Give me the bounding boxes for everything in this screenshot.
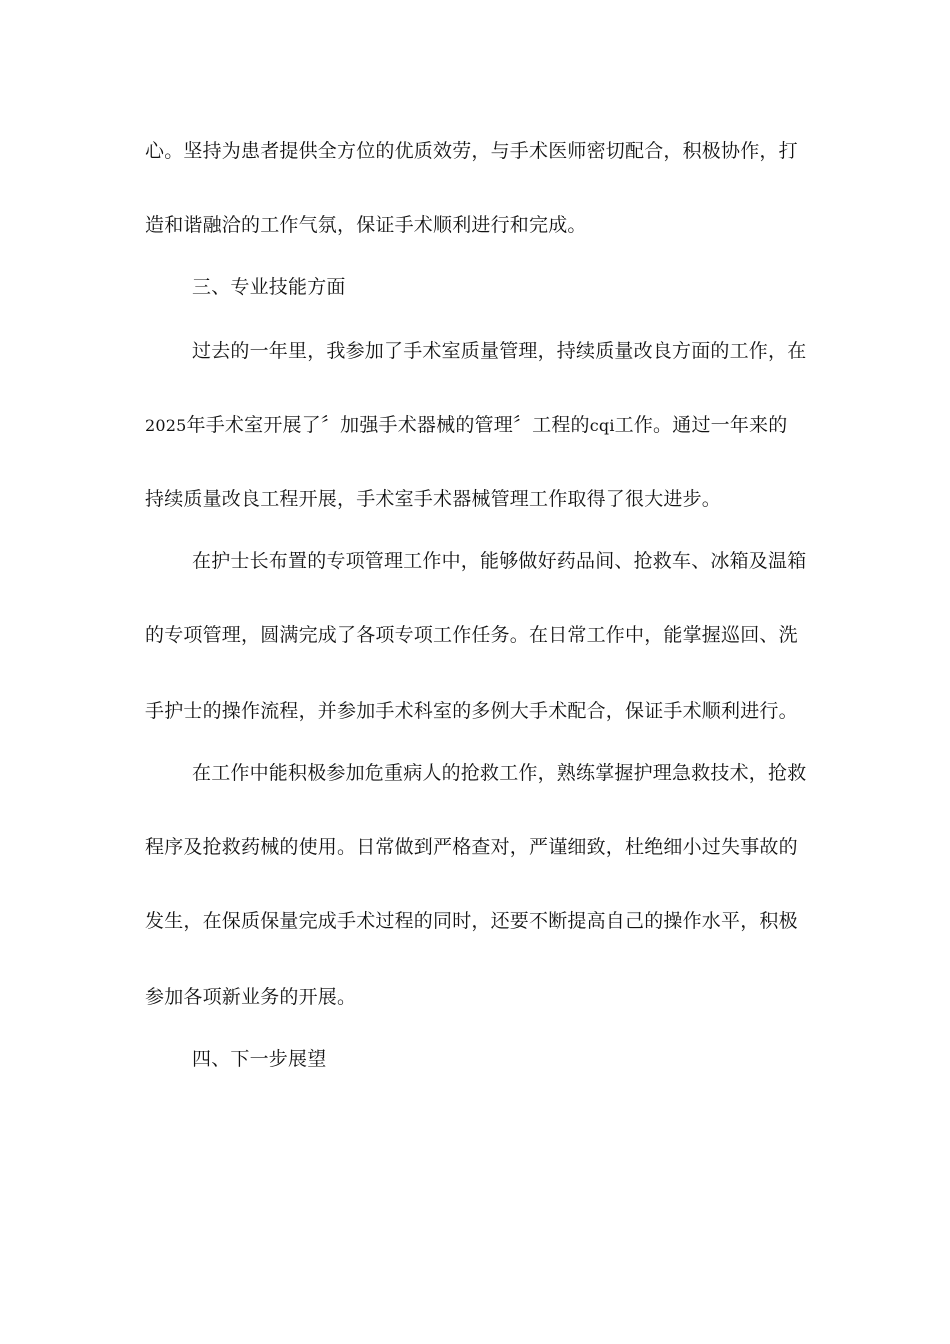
paragraph-line: 造和谐融洽的工作气氛，保证手术顺利进行和完成。 <box>145 214 587 236</box>
paragraph-line: 心。坚持为患者提供全方位的优质效劳，与手术医师密切配合，积极协作，打 <box>145 140 798 162</box>
paragraph-line: 过去的一年里，我参加了手术室质量管理，持续质量改良方面的工作，在 <box>192 340 807 362</box>
year-text: 2025 <box>145 416 187 435</box>
paragraph-line: 持续质量改良工程开展，手术室手术器械管理工作取得了很大进步。 <box>145 488 722 510</box>
paragraph-line: 的专项管理，圆满完成了各项专项工作任务。在日常工作中，能掌握巡回、洗 <box>145 624 798 646</box>
paragraph-line <box>145 412 787 439</box>
paragraph-line: 参加各项新业务的开展。 <box>145 986 357 1008</box>
section-heading: 四、下一步展望 <box>192 1048 327 1070</box>
paragraph-line: 发生，在保质保量完成手术过程的同时，还要不断提高自己的操作水平，积极 <box>145 910 798 932</box>
paragraph-text: 工作。通过一年来的 <box>614 414 788 436</box>
paragraph-line: 程序及抢救药械的使用。日常做到严格查对，严谨细致，杜绝细小过失事故的 <box>145 836 798 858</box>
acronym-text: cqi <box>589 416 615 435</box>
paragraph-text: 年手术室开展了〞加强手术器械的管理〞工程的 <box>186 414 590 436</box>
paragraph-line: 在护士长布置的专项管理工作中，能够做好药品间、抢救车、冰箱及温箱 <box>192 550 807 572</box>
section-heading: 三、专业技能方面 <box>192 276 346 298</box>
paragraph-line: 手护士的操作流程，并参加手术科室的多例大手术配合，保证手术顺利进行。 <box>145 700 798 722</box>
paragraph-line: 在工作中能积极参加危重病人的抢救工作，熟练掌握护理急救技术，抢救 <box>192 762 807 784</box>
